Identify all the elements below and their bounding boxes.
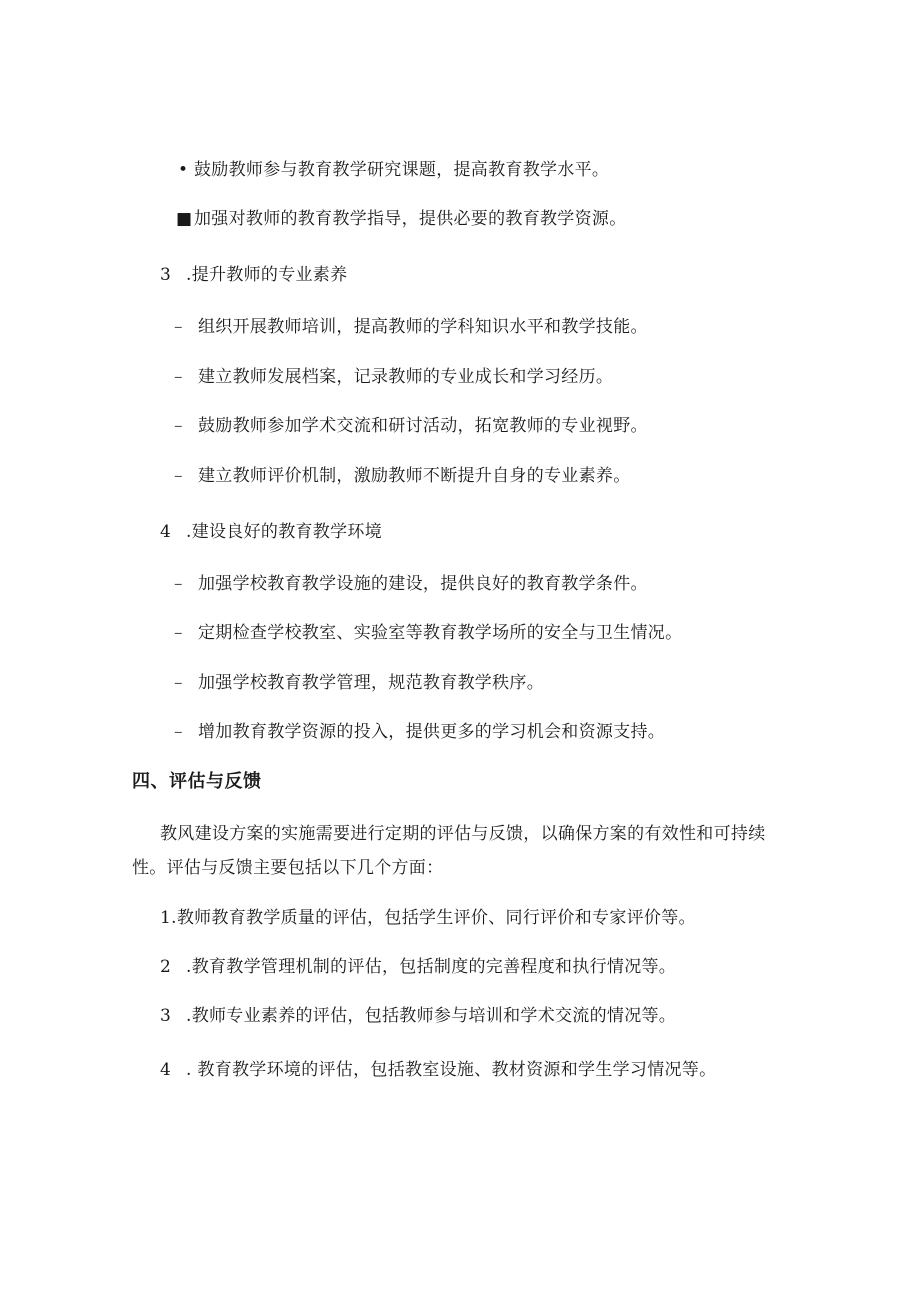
eval-item [160,955,676,979]
section-heading-4 [160,520,382,544]
item-text: 鼓励教师参加学术交流和研讨活动，拓宽教师的专业视野。 [198,416,648,436]
item-text: 加强对教师的教育教学指导，提供必要的教育教学资源。 [194,209,627,229]
item-text: 定期检查学校教室、实验室等教育教学场所的安全与卫生情况。 [198,623,683,643]
section-heading-3 [160,263,347,287]
item-number: 4 [160,1060,172,1080]
section-number: 3 [160,265,172,285]
list-item [174,315,648,339]
bullet-item-guidance [176,207,627,231]
item-text: 教师教育教学质量的评估，包括学生评价、同行评价和专家评价等。 [176,908,696,928]
dash-icon: – [174,623,183,643]
item-number: 3 [160,1006,172,1026]
dash-icon: – [174,317,183,337]
eval-item [160,1058,716,1082]
bullet-square-icon: ■ [176,209,193,229]
item-text: .教师专业素养的评估，包括教师参与培训和学术交流的情况等。 [186,1006,677,1026]
item-text: 加强学校教育教学设施的建设，提供良好的教育教学条件。 [198,574,648,594]
item-text: 增加教育教学资源的投入，提供更多的学习机会和资源支持。 [198,722,666,742]
item-number: 2 [160,957,172,977]
dash-icon: – [174,574,183,594]
item-text: 建立教师评价机制，激励教师不断提升自身的专业素养。 [198,466,631,486]
section-title: .提升教师的专业素养 [186,265,348,285]
list-item [174,720,665,744]
dash-icon: – [174,466,183,486]
paragraph-line: 性。评估与反馈主要包括以下几个方面： [132,858,444,878]
item-text: 鼓励教师参与教育教学研究课题，提高教育教学水平。 [194,160,610,180]
dash-icon: – [174,416,183,436]
section-number: 4 [160,522,172,542]
bullet-dot-icon: • [178,160,189,180]
list-item [174,414,648,438]
item-text: 组织开展教师培训，提高教师的学科知识水平和教学技能。 [198,317,648,337]
list-item [174,365,613,389]
list-item [174,671,544,695]
dash-icon: – [174,722,183,742]
dash-icon: – [174,367,183,387]
list-item [174,621,682,645]
item-text: .教育教学管理机制的评估，包括制度的完善程度和执行情况等。 [186,957,677,977]
list-item [174,572,648,596]
bullet-item-research [178,158,609,182]
section-heading-evaluation: 四、评估与反馈 [132,771,262,792]
item-number: 1. [160,908,177,928]
eval-item [160,1004,676,1028]
list-item [174,464,631,488]
item-text: 加强学校教育教学管理，规范教育教学秩序。 [198,673,544,693]
paragraph-line: 教风建设方案的实施需要进行定期的评估与反馈，以确保方案的有效性和可持续 [160,824,766,844]
eval-item [160,906,696,930]
section-title: .建设良好的教育教学环境 [186,522,383,542]
dash-icon: – [174,673,183,693]
item-text: 建立教师发展档案，记录教师的专业成长和学习经历。 [198,367,614,387]
item-text: . 教育教学环境的评估，包括教室设施、教材资源和学生学习情况等。 [186,1060,717,1080]
